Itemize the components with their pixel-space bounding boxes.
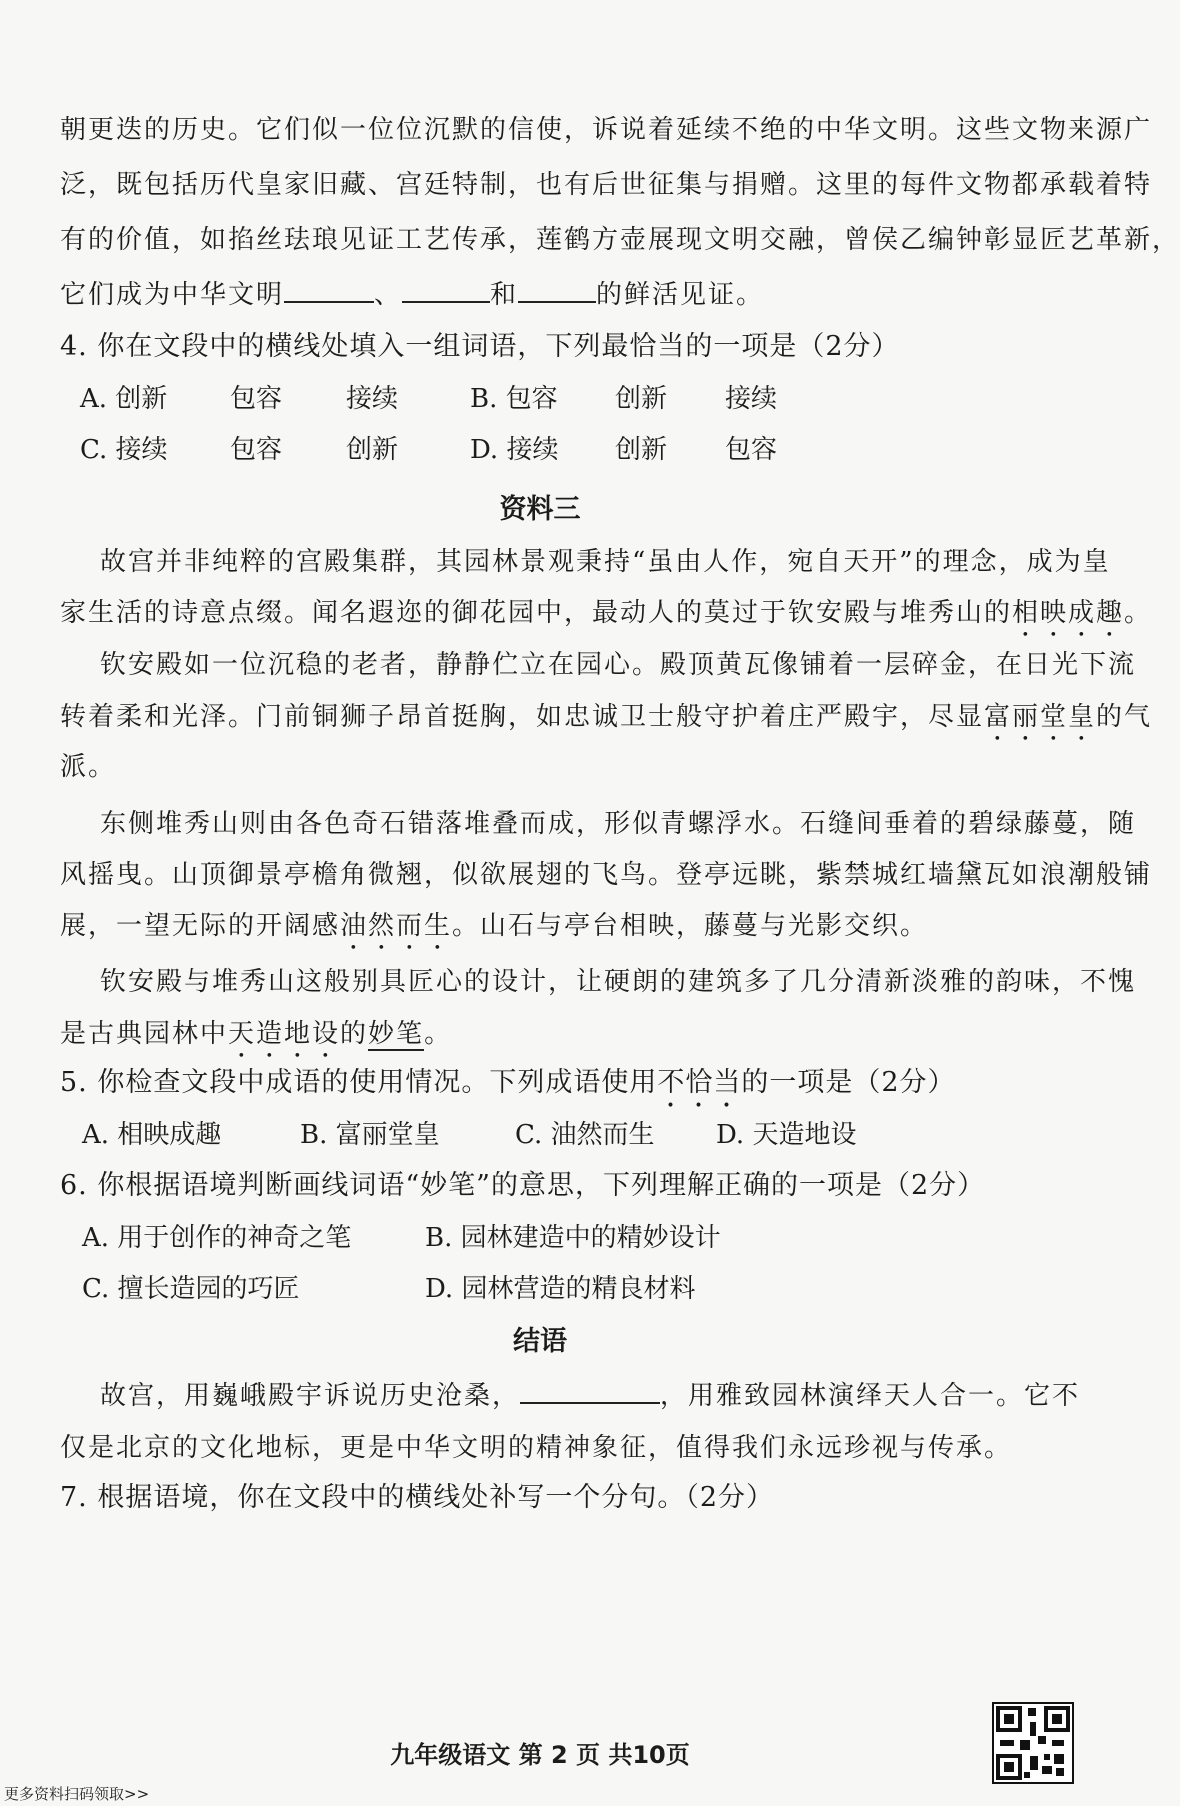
idiom-xiangying-chengqu: 相映成趣 [1012, 598, 1125, 628]
answer-blank-conclusion [520, 1378, 660, 1404]
question-4-stem: 4. 你在文段中的横线处填入一组词语，下列最恰当的一项是（2分） [60, 331, 900, 362]
material3-p3-line-1: 东侧堆秀山则由各色奇石错落堆叠而成，形似青螺浮水。石缝间垂着的碧绿藤蔓，随 [100, 809, 1137, 839]
material3-p1-line-1: 故宫并非纯粹的宫殿集群，其园林景观秉持“虽由人作，宛自天开”的理念，成为皇 [100, 547, 1111, 577]
q4-option-a-2: 包容 [230, 384, 283, 414]
material2-line-2: 泛，既包括历代皇家旧藏、宫廷特制，也有后世征集与捐赠。这里的每件文物都承载着特 [60, 170, 1153, 200]
p2-text: 转着柔和光泽。门前铜狮子昂首挺胸，如忠诚卫士般守护着庄严殿宇，尽显 [60, 702, 985, 732]
q5-option-b: B. 富丽堂皇 [300, 1120, 440, 1150]
q4-option-c-3: 创新 [346, 435, 399, 465]
page-footer: 九年级语文 第 2 页 共10页 [390, 1741, 690, 1769]
material3-p2-line-2 [60, 697, 1153, 747]
conclusion-end: ，用雅致园林演绎天人合一。它不 [660, 1381, 1081, 1411]
p3-text: 展，一望无际的开阔感 [60, 911, 341, 941]
qr-code-icon[interactable] [992, 1702, 1074, 1784]
p4-mid: 的 [340, 1019, 369, 1049]
material2-line-1: 朝更迭的历史。它们似一位位沉默的信使，诉说着延续不绝的中华文明。这些文物来源广 [60, 115, 1153, 145]
answer-blank-3 [518, 277, 596, 303]
p2-end: 的气 [1096, 702, 1153, 732]
p1-end: 。 [1124, 598, 1153, 628]
q6-option-b: B. 园林建造中的精妙设计 [425, 1223, 721, 1253]
material3-p1-line-2 [60, 593, 1153, 643]
blank-connector: 和 [490, 280, 519, 310]
idiom-tianzao-dishe: 天造地设 [228, 1019, 341, 1049]
q5-option-c: C. 油然而生 [515, 1120, 655, 1150]
q4-option-c-1: C. 接续 [80, 435, 168, 465]
conclusion-line-2: 仅是北京的文化地标，更是中华文明的精神象征，值得我们永远珍视与传承。 [60, 1433, 1013, 1463]
answer-blank-2 [402, 277, 490, 303]
q5-option-d: D. 天造地设 [716, 1120, 857, 1150]
question-6-stem: 6. 你根据语境判断画线词语“妙笔”的意思，下列理解正确的一项是（2分） [60, 1170, 986, 1201]
conclusion-start: 故宫，用巍峨殿宇诉说历史沧桑， [100, 1381, 521, 1411]
underlined-miaobi: 妙笔 [368, 1019, 425, 1049]
q5-stem-start: 5. 你检查文段中成语的使用情况。下列成语使用 [60, 1067, 658, 1098]
p4-end: 。 [424, 1019, 453, 1049]
material2-line-3: 有的价值，如掐丝珐琅见证工艺传承，莲鹤方壶展现文明交融，曾侯乙编钟彰显匠艺革新， [60, 225, 1180, 255]
material3-p4-line-1: 钦安殿与堆秀山这般别具匠心的设计，让硬朗的建筑多了几分清新淡雅的韵味，不愧 [100, 967, 1137, 997]
q4-option-b-3: 接续 [725, 384, 778, 414]
q4-option-d-1: D. 接续 [470, 435, 559, 465]
material3-p3-line-2: 风摇曳。山顶御景亭檐角微翘，似欲展翅的飞鸟。登亭远眺，紫禁城红墙黛瓦如浪潮般铺 [60, 860, 1153, 890]
material2-line-4-end: 的鲜活见证。 [596, 280, 765, 310]
idiom-fuli-tanghuang: 富丽堂皇 [984, 702, 1097, 732]
material3-p4-line-2 [60, 1014, 1040, 1064]
question-7-stem: 7. 根据语境，你在文段中的横线处补写一个分句。（2分） [60, 1482, 775, 1513]
material3-p2-line-3: 派。 [60, 752, 117, 782]
p1-text: 家生活的诗意点缀。闻名遐迩的御花园中，最动人的莫过于钦安殿与堆秀山的 [60, 598, 1013, 628]
material2-line-4 [60, 275, 1040, 315]
material3-title: 资料三 [499, 494, 581, 525]
q5-emphasis: 不恰当 [657, 1067, 742, 1098]
more-resources-link[interactable]: 更多资料扫码领取>> [4, 1785, 150, 1803]
q5-option-a: A. 相映成趣 [82, 1120, 222, 1150]
q4-option-c-2: 包容 [230, 435, 283, 465]
blank-separator: 、 [374, 280, 403, 310]
material3-p2-line-1: 钦安殿如一位沉稳的老者，静静伫立在园心。殿顶黄瓦像铺着一层碎金，在日光下流 [100, 650, 1137, 680]
p3-end: 。山石与亭台相映，藤蔓与光影交织。 [452, 911, 929, 941]
conclusion-title: 结语 [513, 1326, 567, 1357]
q4-option-d-3: 包容 [725, 435, 778, 465]
q4-option-d-2: 创新 [615, 435, 668, 465]
material3-p3-line-3 [60, 906, 1040, 956]
q4-option-a-3: 接续 [346, 384, 399, 414]
material2-line-4-start: 它们成为中华文明 [60, 280, 285, 310]
q6-option-c: C. 擅长造园的巧匠 [82, 1274, 300, 1304]
q4-option-b-1: B. 包容 [470, 384, 558, 414]
p4-text: 是古典园林中 [60, 1019, 229, 1049]
question-5-stem [60, 1063, 1040, 1114]
q6-option-a: A. 用于创作的神奇之笔 [82, 1223, 352, 1253]
q4-option-a-1: A. 创新 [80, 384, 168, 414]
conclusion-line-1 [100, 1376, 1081, 1416]
idiom-youran-ersheng: 油然而生 [340, 911, 453, 941]
q4-option-b-2: 创新 [615, 384, 668, 414]
q6-option-d: D. 园林营造的精良材料 [425, 1274, 696, 1304]
q5-stem-end: 的一项是（2分） [741, 1067, 956, 1098]
answer-blank-1 [284, 277, 374, 303]
